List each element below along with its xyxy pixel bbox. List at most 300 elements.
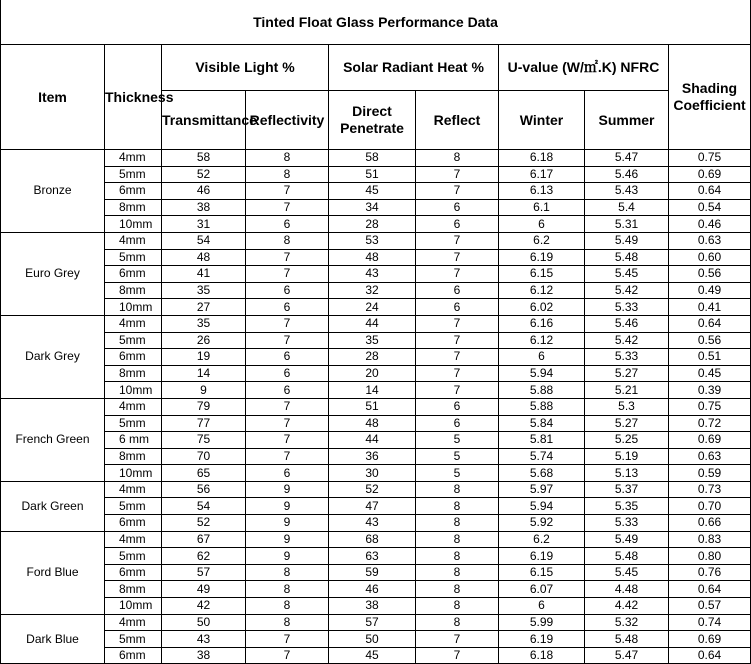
direct-penetrate-cell: 34 bbox=[329, 199, 416, 216]
shading-coefficient-cell: 0.70 bbox=[669, 498, 751, 515]
transmittance-cell: 38 bbox=[162, 647, 246, 664]
thickness-cell: 10mm bbox=[105, 465, 162, 482]
header-reflect: Reflect bbox=[416, 91, 499, 150]
thickness-cell: 8mm bbox=[105, 448, 162, 465]
thickness-cell: 6mm bbox=[105, 515, 162, 532]
table-row bbox=[1, 365, 751, 382]
summer-cell: 5.33 bbox=[585, 515, 669, 532]
reflect-cell: 8 bbox=[416, 150, 499, 167]
thickness-cell: 4mm bbox=[105, 315, 162, 332]
header-u-value: U-value (W/㎡.K) NFRC bbox=[499, 45, 669, 91]
reflect-cell: 8 bbox=[416, 614, 499, 631]
direct-penetrate-cell: 46 bbox=[329, 581, 416, 598]
direct-penetrate-cell: 57 bbox=[329, 614, 416, 631]
direct-penetrate-cell: 24 bbox=[329, 299, 416, 316]
direct-penetrate-cell: 36 bbox=[329, 448, 416, 465]
reflect-cell: 8 bbox=[416, 581, 499, 598]
table-row bbox=[1, 598, 751, 615]
thickness-cell: 6mm bbox=[105, 183, 162, 200]
summer-cell: 5.21 bbox=[585, 382, 669, 399]
reflectivity-cell: 8 bbox=[246, 232, 329, 249]
table-row bbox=[1, 249, 751, 266]
winter-cell: 6.19 bbox=[499, 548, 585, 565]
reflect-cell: 8 bbox=[416, 515, 499, 532]
thickness-cell: 6mm bbox=[105, 647, 162, 664]
reflect-cell: 7 bbox=[416, 349, 499, 366]
summer-cell: 5.48 bbox=[585, 249, 669, 266]
transmittance-cell: 35 bbox=[162, 282, 246, 299]
table-row bbox=[1, 481, 751, 498]
reflect-cell: 7 bbox=[416, 365, 499, 382]
thickness-cell: 8mm bbox=[105, 282, 162, 299]
transmittance-cell: 62 bbox=[162, 548, 246, 565]
reflectivity-cell: 8 bbox=[246, 614, 329, 631]
summer-cell: 5.19 bbox=[585, 448, 669, 465]
reflectivity-cell: 7 bbox=[246, 448, 329, 465]
shading-coefficient-cell: 0.54 bbox=[669, 199, 751, 216]
reflectivity-cell: 7 bbox=[246, 315, 329, 332]
reflect-cell: 7 bbox=[416, 266, 499, 283]
transmittance-cell: 48 bbox=[162, 249, 246, 266]
thickness-cell: 6 mm bbox=[105, 432, 162, 449]
direct-penetrate-cell: 28 bbox=[329, 216, 416, 233]
shading-coefficient-cell: 0.74 bbox=[669, 614, 751, 631]
transmittance-cell: 31 bbox=[162, 216, 246, 233]
summer-cell: 5.35 bbox=[585, 498, 669, 515]
winter-cell: 6.18 bbox=[499, 647, 585, 664]
reflect-cell: 8 bbox=[416, 481, 499, 498]
transmittance-cell: 67 bbox=[162, 531, 246, 548]
summer-cell: 5.25 bbox=[585, 432, 669, 449]
direct-penetrate-cell: 20 bbox=[329, 365, 416, 382]
winter-cell: 5.97 bbox=[499, 481, 585, 498]
transmittance-cell: 46 bbox=[162, 183, 246, 200]
shading-coefficient-cell: 0.64 bbox=[669, 647, 751, 664]
reflectivity-cell: 7 bbox=[246, 183, 329, 200]
direct-penetrate-cell: 48 bbox=[329, 415, 416, 432]
shading-coefficient-cell: 0.64 bbox=[669, 581, 751, 598]
direct-penetrate-cell: 47 bbox=[329, 498, 416, 515]
header-thickness: Thickness bbox=[105, 45, 162, 150]
transmittance-cell: 52 bbox=[162, 515, 246, 532]
table-row bbox=[1, 216, 751, 233]
winter-cell: 5.68 bbox=[499, 465, 585, 482]
thickness-cell: 4mm bbox=[105, 531, 162, 548]
reflect-cell: 7 bbox=[416, 232, 499, 249]
reflectivity-cell: 7 bbox=[246, 415, 329, 432]
direct-penetrate-cell: 59 bbox=[329, 564, 416, 581]
winter-cell: 5.74 bbox=[499, 448, 585, 465]
reflectivity-cell: 7 bbox=[246, 266, 329, 283]
thickness-cell: 5mm bbox=[105, 498, 162, 515]
table-row bbox=[1, 266, 751, 283]
shading-coefficient-cell: 0.51 bbox=[669, 349, 751, 366]
summer-cell: 5.45 bbox=[585, 266, 669, 283]
shading-coefficient-cell: 0.56 bbox=[669, 332, 751, 349]
reflectivity-cell: 9 bbox=[246, 548, 329, 565]
direct-penetrate-cell: 43 bbox=[329, 266, 416, 283]
item-name-cell: French Green bbox=[1, 398, 105, 481]
shading-coefficient-cell: 0.66 bbox=[669, 515, 751, 532]
summer-cell: 5.49 bbox=[585, 232, 669, 249]
transmittance-cell: 56 bbox=[162, 481, 246, 498]
winter-cell: 6.12 bbox=[499, 282, 585, 299]
table-row bbox=[1, 465, 751, 482]
winter-cell: 6 bbox=[499, 598, 585, 615]
winter-cell: 6.2 bbox=[499, 232, 585, 249]
winter-cell: 6.18 bbox=[499, 150, 585, 167]
winter-cell: 6.2 bbox=[499, 531, 585, 548]
summer-cell: 5.47 bbox=[585, 647, 669, 664]
table-row bbox=[1, 150, 751, 167]
winter-cell: 5.88 bbox=[499, 398, 585, 415]
thickness-cell: 4mm bbox=[105, 481, 162, 498]
table-row bbox=[1, 647, 751, 664]
winter-cell: 6.16 bbox=[499, 315, 585, 332]
reflectivity-cell: 9 bbox=[246, 531, 329, 548]
shading-coefficient-cell: 0.41 bbox=[669, 299, 751, 316]
transmittance-cell: 35 bbox=[162, 315, 246, 332]
reflectivity-cell: 7 bbox=[246, 432, 329, 449]
reflect-cell: 7 bbox=[416, 166, 499, 183]
shading-coefficient-cell: 0.69 bbox=[669, 166, 751, 183]
reflectivity-cell: 9 bbox=[246, 515, 329, 532]
transmittance-cell: 38 bbox=[162, 199, 246, 216]
transmittance-cell: 52 bbox=[162, 166, 246, 183]
summer-cell: 5.48 bbox=[585, 631, 669, 648]
header-summer: Summer bbox=[585, 91, 669, 150]
table-row bbox=[1, 631, 751, 648]
shading-coefficient-cell: 0.45 bbox=[669, 365, 751, 382]
transmittance-cell: 54 bbox=[162, 232, 246, 249]
reflectivity-cell: 8 bbox=[246, 150, 329, 167]
table-row bbox=[1, 448, 751, 465]
table-row bbox=[1, 498, 751, 515]
transmittance-cell: 79 bbox=[162, 398, 246, 415]
reflect-cell: 7 bbox=[416, 249, 499, 266]
shading-coefficient-cell: 0.57 bbox=[669, 598, 751, 615]
reflectivity-cell: 6 bbox=[246, 465, 329, 482]
header-solar-heat: Solar Radiant Heat % bbox=[329, 45, 499, 91]
reflect-cell: 7 bbox=[416, 382, 499, 399]
reflect-cell: 7 bbox=[416, 315, 499, 332]
winter-cell: 6.02 bbox=[499, 299, 585, 316]
summer-cell: 5.13 bbox=[585, 465, 669, 482]
thickness-cell: 10mm bbox=[105, 598, 162, 615]
shading-coefficient-cell: 0.75 bbox=[669, 398, 751, 415]
winter-cell: 5.99 bbox=[499, 614, 585, 631]
thickness-cell: 10mm bbox=[105, 299, 162, 316]
shading-coefficient-cell: 0.69 bbox=[669, 432, 751, 449]
shading-coefficient-cell: 0.64 bbox=[669, 183, 751, 200]
table-title: Tinted Float Glass Performance Data bbox=[1, 0, 751, 45]
thickness-cell: 8mm bbox=[105, 199, 162, 216]
thickness-cell: 6mm bbox=[105, 349, 162, 366]
direct-penetrate-cell: 43 bbox=[329, 515, 416, 532]
winter-cell: 5.88 bbox=[499, 382, 585, 399]
direct-penetrate-cell: 58 bbox=[329, 150, 416, 167]
table-body bbox=[1, 150, 751, 664]
winter-cell: 5.92 bbox=[499, 515, 585, 532]
reflectivity-cell: 6 bbox=[246, 349, 329, 366]
reflectivity-cell: 6 bbox=[246, 216, 329, 233]
winter-cell: 6.19 bbox=[499, 249, 585, 266]
summer-cell: 5.49 bbox=[585, 531, 669, 548]
header-visible-light: Visible Light % bbox=[162, 45, 329, 91]
summer-cell: 5.46 bbox=[585, 166, 669, 183]
direct-penetrate-cell: 52 bbox=[329, 481, 416, 498]
direct-penetrate-cell: 14 bbox=[329, 382, 416, 399]
shading-coefficient-cell: 0.63 bbox=[669, 232, 751, 249]
summer-cell: 5.46 bbox=[585, 315, 669, 332]
reflect-cell: 5 bbox=[416, 432, 499, 449]
thickness-cell: 5mm bbox=[105, 415, 162, 432]
thickness-cell: 8mm bbox=[105, 365, 162, 382]
summer-cell: 5.32 bbox=[585, 614, 669, 631]
reflect-cell: 6 bbox=[416, 216, 499, 233]
direct-penetrate-cell: 45 bbox=[329, 183, 416, 200]
thickness-cell: 10mm bbox=[105, 382, 162, 399]
reflectivity-cell: 9 bbox=[246, 481, 329, 498]
thickness-cell: 5mm bbox=[105, 548, 162, 565]
table-row bbox=[1, 432, 751, 449]
winter-cell: 6.15 bbox=[499, 266, 585, 283]
transmittance-cell: 54 bbox=[162, 498, 246, 515]
reflectivity-cell: 7 bbox=[246, 631, 329, 648]
winter-cell: 6.17 bbox=[499, 166, 585, 183]
reflect-cell: 5 bbox=[416, 465, 499, 482]
direct-penetrate-cell: 28 bbox=[329, 349, 416, 366]
transmittance-cell: 9 bbox=[162, 382, 246, 399]
shading-coefficient-cell: 0.46 bbox=[669, 216, 751, 233]
table-row bbox=[1, 515, 751, 532]
reflectivity-cell: 8 bbox=[246, 564, 329, 581]
reflectivity-cell: 6 bbox=[246, 365, 329, 382]
table-row bbox=[1, 183, 751, 200]
shading-coefficient-cell: 0.72 bbox=[669, 415, 751, 432]
transmittance-cell: 41 bbox=[162, 266, 246, 283]
item-name-cell: Dark Green bbox=[1, 481, 105, 531]
transmittance-cell: 26 bbox=[162, 332, 246, 349]
header-item: Item bbox=[1, 45, 105, 150]
shading-coefficient-cell: 0.69 bbox=[669, 631, 751, 648]
transmittance-cell: 43 bbox=[162, 631, 246, 648]
shading-coefficient-cell: 0.64 bbox=[669, 315, 751, 332]
table-row bbox=[1, 548, 751, 565]
shading-coefficient-cell: 0.60 bbox=[669, 249, 751, 266]
table-row bbox=[1, 349, 751, 366]
thickness-cell: 5mm bbox=[105, 166, 162, 183]
transmittance-cell: 14 bbox=[162, 365, 246, 382]
transmittance-cell: 19 bbox=[162, 349, 246, 366]
summer-cell: 5.47 bbox=[585, 150, 669, 167]
direct-penetrate-cell: 68 bbox=[329, 531, 416, 548]
summer-cell: 5.31 bbox=[585, 216, 669, 233]
summer-cell: 5.48 bbox=[585, 548, 669, 565]
reflect-cell: 6 bbox=[416, 398, 499, 415]
direct-penetrate-cell: 51 bbox=[329, 398, 416, 415]
item-name-cell: Bronze bbox=[1, 150, 105, 233]
direct-penetrate-cell: 50 bbox=[329, 631, 416, 648]
shading-coefficient-cell: 0.75 bbox=[669, 150, 751, 167]
winter-cell: 5.94 bbox=[499, 498, 585, 515]
summer-cell: 5.3 bbox=[585, 398, 669, 415]
summer-cell: 4.42 bbox=[585, 598, 669, 615]
header-winter: Winter bbox=[499, 91, 585, 150]
table-row bbox=[1, 382, 751, 399]
thickness-cell: 4mm bbox=[105, 232, 162, 249]
transmittance-cell: 58 bbox=[162, 150, 246, 167]
direct-penetrate-cell: 63 bbox=[329, 548, 416, 565]
summer-cell: 5.43 bbox=[585, 183, 669, 200]
table-row bbox=[1, 581, 751, 598]
summer-cell: 5.37 bbox=[585, 481, 669, 498]
winter-cell: 5.81 bbox=[499, 432, 585, 449]
reflect-cell: 5 bbox=[416, 448, 499, 465]
reflect-cell: 8 bbox=[416, 531, 499, 548]
reflect-cell: 7 bbox=[416, 183, 499, 200]
table-row bbox=[1, 315, 751, 332]
thickness-cell: 6mm bbox=[105, 266, 162, 283]
reflect-cell: 6 bbox=[416, 282, 499, 299]
summer-cell: 5.33 bbox=[585, 349, 669, 366]
table-row bbox=[1, 282, 751, 299]
header-shading-coefficient: Shading Coefficient bbox=[669, 45, 751, 150]
thickness-cell: 5mm bbox=[105, 631, 162, 648]
table-row bbox=[1, 564, 751, 581]
table-row bbox=[1, 299, 751, 316]
thickness-cell: 4mm bbox=[105, 614, 162, 631]
winter-cell: 6.12 bbox=[499, 332, 585, 349]
thickness-cell: 4mm bbox=[105, 150, 162, 167]
header-direct-penetrate: Direct Penetrate bbox=[329, 91, 416, 150]
reflectivity-cell: 7 bbox=[246, 398, 329, 415]
transmittance-cell: 77 bbox=[162, 415, 246, 432]
thickness-cell: 5mm bbox=[105, 249, 162, 266]
winter-cell: 5.84 bbox=[499, 415, 585, 432]
reflect-cell: 7 bbox=[416, 631, 499, 648]
winter-cell: 5.94 bbox=[499, 365, 585, 382]
direct-penetrate-cell: 44 bbox=[329, 315, 416, 332]
winter-cell: 6.1 bbox=[499, 199, 585, 216]
shading-coefficient-cell: 0.56 bbox=[669, 266, 751, 283]
summer-cell: 5.42 bbox=[585, 332, 669, 349]
transmittance-cell: 50 bbox=[162, 614, 246, 631]
winter-cell: 6.13 bbox=[499, 183, 585, 200]
shading-coefficient-cell: 0.76 bbox=[669, 564, 751, 581]
table-row bbox=[1, 415, 751, 432]
reflectivity-cell: 8 bbox=[246, 598, 329, 615]
reflectivity-cell: 7 bbox=[246, 332, 329, 349]
direct-penetrate-cell: 32 bbox=[329, 282, 416, 299]
thickness-cell: 4mm bbox=[105, 398, 162, 415]
transmittance-cell: 75 bbox=[162, 432, 246, 449]
transmittance-cell: 42 bbox=[162, 598, 246, 615]
winter-cell: 6.15 bbox=[499, 564, 585, 581]
shading-coefficient-cell: 0.73 bbox=[669, 481, 751, 498]
table-row bbox=[1, 531, 751, 548]
summer-cell: 5.27 bbox=[585, 415, 669, 432]
direct-penetrate-cell: 45 bbox=[329, 647, 416, 664]
shading-coefficient-cell: 0.63 bbox=[669, 448, 751, 465]
reflect-cell: 8 bbox=[416, 564, 499, 581]
reflect-cell: 8 bbox=[416, 548, 499, 565]
shading-coefficient-cell: 0.49 bbox=[669, 282, 751, 299]
shading-coefficient-cell: 0.83 bbox=[669, 531, 751, 548]
direct-penetrate-cell: 38 bbox=[329, 598, 416, 615]
reflect-cell: 7 bbox=[416, 332, 499, 349]
table-row bbox=[1, 166, 751, 183]
transmittance-cell: 70 bbox=[162, 448, 246, 465]
reflectivity-cell: 9 bbox=[246, 498, 329, 515]
reflectivity-cell: 8 bbox=[246, 581, 329, 598]
direct-penetrate-cell: 51 bbox=[329, 166, 416, 183]
shading-coefficient-cell: 0.59 bbox=[669, 465, 751, 482]
header-reflectivity: Reflectivity bbox=[246, 91, 329, 150]
table-row bbox=[1, 199, 751, 216]
reflect-cell: 8 bbox=[416, 598, 499, 615]
thickness-cell: 8mm bbox=[105, 581, 162, 598]
direct-penetrate-cell: 30 bbox=[329, 465, 416, 482]
item-name-cell: Dark Grey bbox=[1, 315, 105, 398]
reflectivity-cell: 6 bbox=[246, 299, 329, 316]
summer-cell: 5.42 bbox=[585, 282, 669, 299]
reflectivity-cell: 6 bbox=[246, 282, 329, 299]
direct-penetrate-cell: 44 bbox=[329, 432, 416, 449]
reflect-cell: 6 bbox=[416, 299, 499, 316]
reflect-cell: 7 bbox=[416, 647, 499, 664]
winter-cell: 6.07 bbox=[499, 581, 585, 598]
item-name-cell: Dark Blue bbox=[1, 614, 105, 664]
reflect-cell: 8 bbox=[416, 498, 499, 515]
winter-cell: 6 bbox=[499, 216, 585, 233]
winter-cell: 6.19 bbox=[499, 631, 585, 648]
header-transmittance: Transmittance bbox=[162, 91, 246, 150]
transmittance-cell: 27 bbox=[162, 299, 246, 316]
reflectivity-cell: 7 bbox=[246, 249, 329, 266]
table-row bbox=[1, 232, 751, 249]
reflectivity-cell: 7 bbox=[246, 647, 329, 664]
summer-cell: 5.33 bbox=[585, 299, 669, 316]
table-row bbox=[1, 398, 751, 415]
transmittance-cell: 57 bbox=[162, 564, 246, 581]
table-row bbox=[1, 614, 751, 631]
direct-penetrate-cell: 35 bbox=[329, 332, 416, 349]
summer-cell: 5.45 bbox=[585, 564, 669, 581]
winter-cell: 6 bbox=[499, 349, 585, 366]
shading-coefficient-cell: 0.39 bbox=[669, 382, 751, 399]
reflect-cell: 6 bbox=[416, 199, 499, 216]
reflectivity-cell: 6 bbox=[246, 382, 329, 399]
thickness-cell: 10mm bbox=[105, 216, 162, 233]
direct-penetrate-cell: 48 bbox=[329, 249, 416, 266]
summer-cell: 4.48 bbox=[585, 581, 669, 598]
shading-coefficient-cell: 0.80 bbox=[669, 548, 751, 565]
thickness-cell: 5mm bbox=[105, 332, 162, 349]
reflectivity-cell: 8 bbox=[246, 166, 329, 183]
item-name-cell: Euro Grey bbox=[1, 232, 105, 315]
summer-cell: 5.4 bbox=[585, 199, 669, 216]
reflectivity-cell: 7 bbox=[246, 199, 329, 216]
summer-cell: 5.27 bbox=[585, 365, 669, 382]
reflect-cell: 6 bbox=[416, 415, 499, 432]
table-row bbox=[1, 332, 751, 349]
thickness-cell: 6mm bbox=[105, 564, 162, 581]
transmittance-cell: 65 bbox=[162, 465, 246, 482]
item-name-cell: Ford Blue bbox=[1, 531, 105, 614]
transmittance-cell: 49 bbox=[162, 581, 246, 598]
direct-penetrate-cell: 53 bbox=[329, 232, 416, 249]
